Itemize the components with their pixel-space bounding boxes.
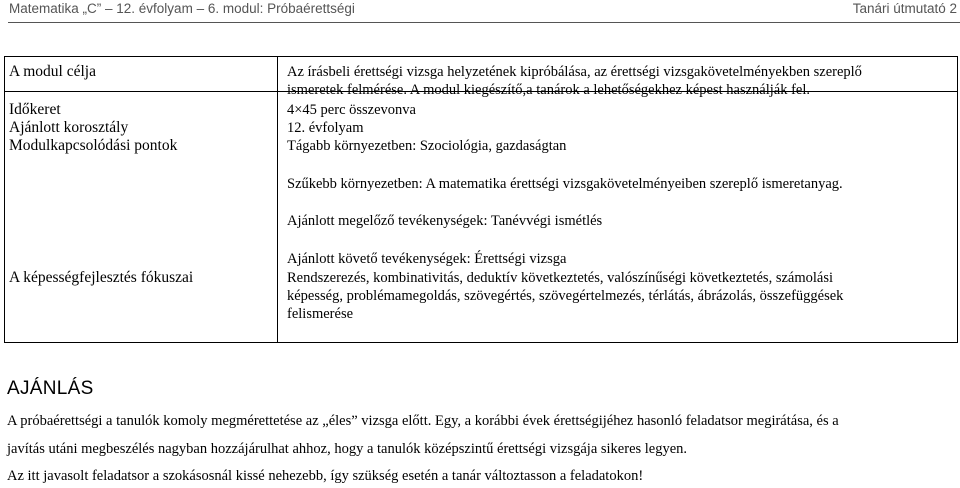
value-modul-celja-line2: ismeretek felmérése. A modul kiegészítő,a tanárok a lehetőségekhez képest használják fel. bbox=[287, 82, 810, 98]
header-page-info: Tanári útmutató 2 bbox=[852, 1, 957, 16]
header-title: Matematika „C” – 12. évfolyam – 6. modul: Próbaérettségi bbox=[9, 1, 355, 16]
value-kepesseg-line2: képesség, problémamegoldás, szövegértés, szövegértelmezés, térlátás, ábrázolás, összefüggések bbox=[287, 288, 844, 304]
value-modul-celja-line1: Az írásbeli érettségi vizsga helyzetének kipróbálása, az érettségi vizsgakövetelményekben szereplő bbox=[287, 64, 862, 80]
label-korosztaly: Ajánlott korosztály bbox=[9, 119, 129, 136]
ajanlas-paragraph-1-line2: javítás utáni megbeszélés nagyban hozzájárulhat ahhoz, hogy a tanulók középszintű érettségi vizsgája sikeres legyen. bbox=[7, 441, 688, 457]
module-info-table bbox=[4, 56, 958, 343]
ajanlas-paragraph-1-line1: A próbaérettségi a tanulók komoly megmérettetése az „éles” vizsga előtt. Egy, a korábbi évek érettségijéhez hasonló feladatsor megirátása, és a bbox=[7, 413, 839, 429]
label-modul-celja: A modul célja bbox=[9, 63, 96, 80]
value-kapcsolodasi-koveto: Ajánlott követő tevékenységek: Érettségi vizsga bbox=[287, 251, 567, 267]
value-kapcsolodasi-szukebb: Szűkebb környezetben: A matematika érettségi vizsgakövetelményeiben szereplő ismeretanyag. bbox=[287, 176, 843, 192]
label-idokeret: Időkeret bbox=[9, 101, 61, 118]
ajanlas-heading: AJÁNLÁS bbox=[7, 378, 94, 399]
label-modulkapcsolodasi: Modulkapcsolódási pontok bbox=[9, 137, 178, 154]
label-kepessegfejlesztes: A képességfejlesztés fókuszai bbox=[9, 269, 194, 286]
header-rule bbox=[8, 22, 960, 23]
value-korosztaly: 12. évfolyam bbox=[287, 120, 364, 136]
value-kepesseg-line3: felismerése bbox=[287, 306, 354, 322]
ajanlas-paragraph-2: Az itt javasolt feladatsor a szokásosnál kissé nehezebb, így szükség esetén a tanár változtasson a feladatokon! bbox=[7, 468, 644, 484]
table-column-divider bbox=[277, 57, 278, 342]
value-kepesseg-line1: Rendszerezés, kombinativitás, deduktív következtetés, valószínűségi következtetés, számolási bbox=[287, 270, 834, 286]
value-idokeret: 4×45 perc összevonva bbox=[287, 102, 416, 118]
page-header bbox=[0, 0, 960, 26]
value-kapcsolodasi-megelozo: Ajánlott megelőző tevékenységek: Tanévvégi ismétlés bbox=[287, 213, 603, 229]
value-kapcsolodasi-tagabb: Tágabb környezetben: Szociológia, gazdaságtan bbox=[287, 138, 567, 154]
